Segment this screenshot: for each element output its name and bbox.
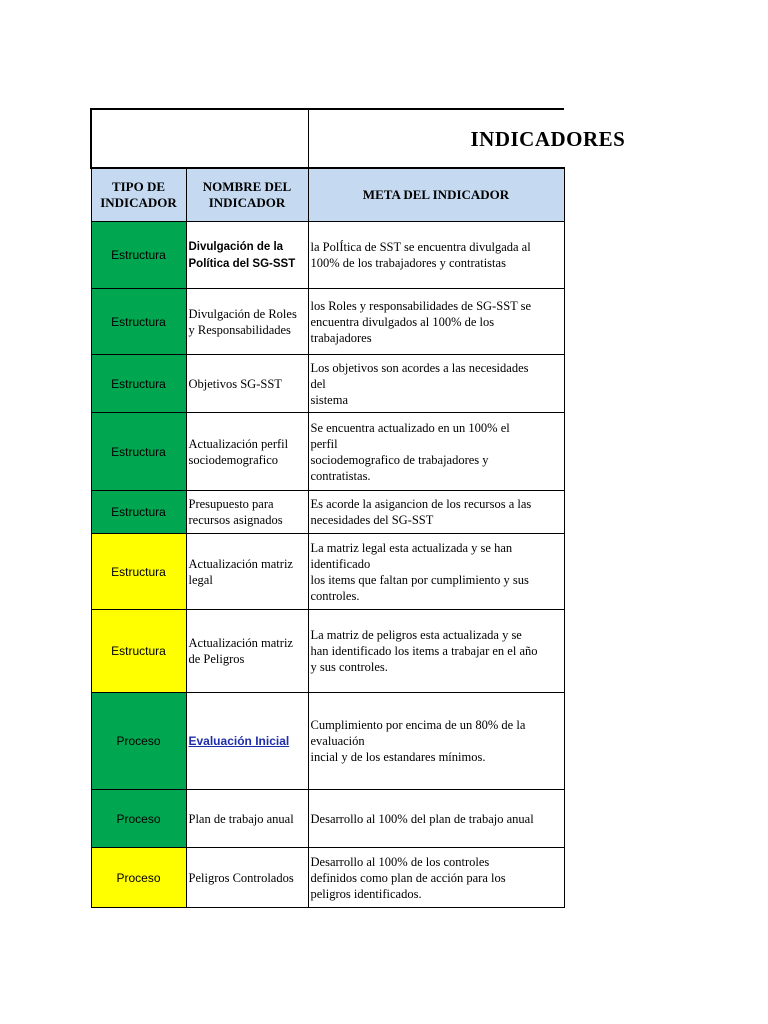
cell-nombre[interactable] xyxy=(186,413,308,491)
meta-line: perfil xyxy=(310,436,338,451)
meta-line: sociodemografico de trabajadores y xyxy=(310,452,489,467)
table-row xyxy=(91,222,564,289)
meta-line: y sus controles. xyxy=(310,660,388,674)
indicator-name: Presupuesto para recursos asignados xyxy=(188,497,283,527)
cell-meta[interactable] xyxy=(308,534,564,610)
cell-tipo[interactable]: Estructura xyxy=(91,355,186,413)
meta-line: del xyxy=(310,376,326,391)
title-row xyxy=(91,109,564,168)
table-row xyxy=(91,289,564,355)
table-row xyxy=(91,355,564,413)
table-row xyxy=(91,491,564,534)
meta-line: Desarrollo al 100% de los controles xyxy=(310,854,490,869)
cell-nombre[interactable] xyxy=(186,491,308,534)
header-row xyxy=(91,168,564,222)
cell-nombre[interactable] xyxy=(186,289,308,355)
meta-line: definidos como plan de acción para los xyxy=(310,870,506,885)
meta-line: encuentra divulgados al 100% de los xyxy=(310,314,495,329)
cell-tipo[interactable]: Proceso xyxy=(91,693,186,790)
page-title[interactable]: INDICADORES xyxy=(308,109,564,168)
cell-tipo[interactable]: Estructura xyxy=(91,222,186,289)
cell-nombre[interactable] xyxy=(186,848,308,908)
meta-line: identificado xyxy=(310,556,371,571)
cell-meta[interactable] xyxy=(308,289,564,355)
meta-line: 100% de los trabajadores y contratistas xyxy=(310,256,506,270)
cell-nombre[interactable] xyxy=(186,790,308,848)
indicator-name: Plan de trabajo anual xyxy=(188,811,294,826)
cell-tipo[interactable]: Proceso xyxy=(91,848,186,908)
meta-line: Desarrollo al 100% del plan de trabajo anual xyxy=(310,811,534,826)
header-tipo[interactable]: TIPO DE INDICADOR xyxy=(91,168,186,222)
indicator-name: Peligros Controlados xyxy=(188,870,294,885)
table-row xyxy=(91,790,564,848)
cell-tipo[interactable]: Proceso xyxy=(91,790,186,848)
cell-meta[interactable] xyxy=(308,355,564,413)
meta-line: han identificado los items a trabajar en el año xyxy=(310,644,538,658)
cell-meta[interactable] xyxy=(308,848,564,908)
indicator-name: Divulgación de la Política del SG-SST xyxy=(188,241,296,270)
meta-line: necesidades del SG-SST xyxy=(310,513,434,527)
cell-tipo[interactable]: Estructura xyxy=(91,413,186,491)
meta-line: Es acorde la asigancion de los recursos a las xyxy=(310,497,532,511)
indicator-name-link[interactable]: Evaluación Inicial xyxy=(188,734,290,748)
title-blank-cell[interactable] xyxy=(91,109,308,168)
cell-tipo[interactable]: Estructura xyxy=(91,289,186,355)
table-row xyxy=(91,413,564,491)
indicator-name: Actualización perfil sociodemografico xyxy=(188,436,289,467)
cell-meta[interactable] xyxy=(308,413,564,491)
cell-meta[interactable] xyxy=(308,790,564,848)
meta-line: trabajadores xyxy=(310,330,372,345)
meta-line: peligros identificados. xyxy=(310,886,422,901)
indicator-name: Actualización matriz de Peligros xyxy=(188,636,293,666)
meta-line: sistema xyxy=(310,392,348,407)
cell-tipo[interactable]: Estructura xyxy=(91,534,186,610)
table-row xyxy=(91,848,564,908)
meta-line: la PolÍtica de SST se encuentra divulgada al xyxy=(310,240,531,254)
cell-nombre[interactable] xyxy=(186,222,308,289)
indicator-name: Objetivos SG-SST xyxy=(188,376,282,391)
table-row xyxy=(91,693,564,790)
meta-line: Los objetivos son acordes a las necesidades xyxy=(310,360,529,375)
cell-meta[interactable] xyxy=(308,693,564,790)
cell-meta[interactable] xyxy=(308,610,564,693)
table-row xyxy=(91,610,564,693)
meta-line: La matriz de peligros esta actualizada y se xyxy=(310,628,522,642)
cell-meta[interactable] xyxy=(308,491,564,534)
cell-nombre[interactable] xyxy=(186,610,308,693)
cell-nombre[interactable] xyxy=(186,693,308,790)
cell-meta[interactable] xyxy=(308,222,564,289)
meta-line: controles. xyxy=(310,588,360,603)
cell-nombre[interactable] xyxy=(186,355,308,413)
header-meta[interactable]: META DEL INDICADOR xyxy=(308,168,564,222)
indicator-name: Divulgación de Roles y Responsabilidades xyxy=(188,306,297,337)
cell-tipo[interactable]: Estructura xyxy=(91,610,186,693)
header-nombre[interactable]: NOMBRE DEL INDICADOR xyxy=(186,168,308,222)
indicators-table xyxy=(90,108,626,908)
meta-line: los Roles y responsabilidades de SG-SST se xyxy=(310,298,532,313)
cell-tipo[interactable]: Estructura xyxy=(91,491,186,534)
meta-line: contratistas. xyxy=(310,468,371,483)
table-row xyxy=(91,534,564,610)
meta-line: incial y de los estandares mínimos. xyxy=(310,750,486,764)
indicator-name: Actualización matriz legal xyxy=(188,556,293,587)
meta-line: Se encuentra actualizado en un 100% el xyxy=(310,420,510,435)
meta-line: La matriz legal esta actualizada y se han xyxy=(310,540,513,555)
meta-line: los items que faltan por cumplimiento y sus xyxy=(310,572,529,587)
meta-line: evaluación xyxy=(310,734,365,748)
meta-line: Cumplimiento por encima de un 80% de la xyxy=(310,718,526,732)
cell-nombre[interactable] xyxy=(186,534,308,610)
